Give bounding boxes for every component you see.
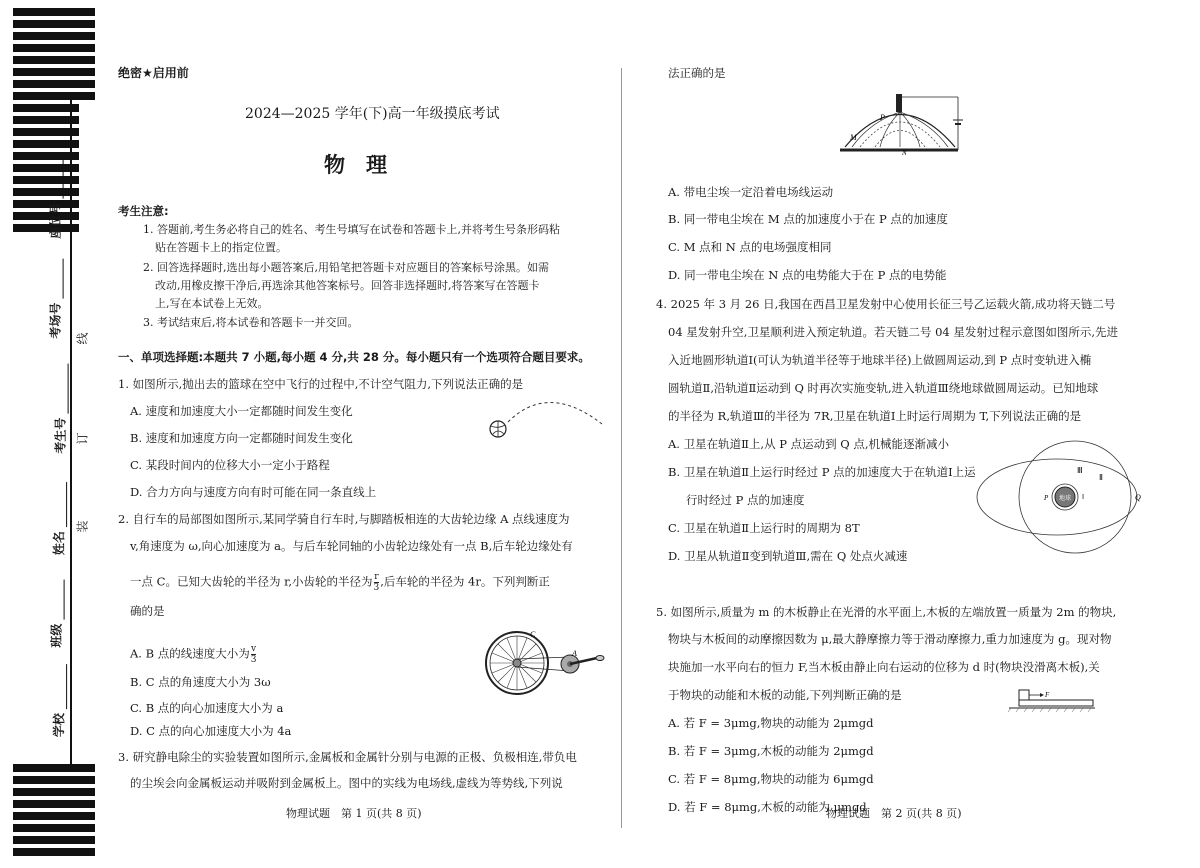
q1-option-c: C. 某段时间内的位移大小一定小于路程 [130, 458, 330, 472]
label-f: F [1045, 691, 1050, 699]
q3-option-c: C. M 点和 N 点的电场强度相同 [668, 240, 832, 254]
name-field[interactable] [50, 482, 67, 555]
secret-mark: 绝密★启用前 [118, 66, 189, 80]
q2-line4: 确的是 [130, 604, 165, 618]
notice-3: 3. 考试结束后,将本试卷和答题卡一并交回。 [143, 316, 359, 329]
exam-title: 2024—2025 学年(下)高一年级摸底考试 [245, 106, 500, 122]
earth-label: 地球 [1059, 495, 1072, 502]
room-field[interactable] [47, 258, 64, 338]
q2a-fraction-num: v [251, 644, 257, 654]
class-field[interactable] [48, 579, 65, 647]
page-footer-left: 物理试题 第 1 页(共 8 页) [286, 807, 422, 820]
notice-2a: 2. 回答选择题时,选出每小题答案后,用铅笔把答题卡对应题目的答案标号涂黑。如需 [143, 261, 549, 274]
block-board-figure [1005, 685, 1095, 715]
binding-mark-line: 线 [75, 332, 90, 345]
q2-line2: v,角速度为 ω,向心加速度为 a。与后车轮同轴的小齿轮边缘处有一点 B,后车轮边缘处有 [130, 539, 573, 553]
q2-line3-b: ,后车轮的半径为 4r。下列判断正 [380, 574, 550, 589]
notice-2c: 上,写在本试卷上无效。 [155, 297, 269, 310]
orbit-figure [1015, 440, 1145, 565]
class-label: 班级 [49, 623, 64, 648]
q4-line1: 4. 2025 年 3 月 26 日,我国在西昌卫星发射中心使用长征三号乙运载火箭,成功将天链二号 [656, 297, 1116, 311]
q2-option-a-text: A. B 点的线速度大小为 [130, 646, 250, 661]
q5-line1: 5. 如图所示,质量为 m 的木板静止在光滑的水平面上,木板的左端放置一质量为 2m 的物块, [656, 605, 1117, 619]
school-field[interactable] [50, 664, 67, 737]
label-orbit-2: Ⅱ [1099, 473, 1103, 482]
q1-option-a: A. 速度和加速度大小一定都随时间发生变化 [130, 404, 353, 418]
q2a-fraction [251, 644, 257, 665]
room-label: 考场号 [48, 302, 63, 339]
q2-option-d: D. C 点的向心加速度大小为 4a [130, 724, 292, 738]
seat-field[interactable] [47, 158, 64, 238]
q4-option-b2: 行时经过 P 点的加速度 [686, 493, 805, 507]
q4-option-a: A. 卫星在轨道Ⅱ上,从 P 点运动到 Q 点,机械能逐渐减小 [668, 437, 950, 451]
name-label: 姓名 [52, 531, 67, 556]
q1-option-b: B. 速度和加速度方向一定都随时间发生变化 [130, 431, 353, 445]
q2-option-c: C. B 点的向心加速度大小为 a [130, 701, 284, 715]
q2-line1: 2. 自行车的局部图如图所示,某同学骑自行车时,与脚踏板相连的大齿轮边缘 A 点线速度为 [118, 512, 570, 526]
q4-option-b1: B. 卫星在轨道Ⅱ上运行时经过 P 点的加速度大于在轨道Ⅰ上运 [668, 465, 976, 479]
label-p: P [880, 113, 885, 122]
q5-option-c: C. 若 F = 8μmg,物块的动能为 6μmgd [668, 772, 874, 786]
seat-label: 座位号 [48, 202, 63, 239]
label-orbit-3: Ⅲ [1077, 466, 1083, 475]
q3-line1: 3. 研究静电除尘的实验装置如图所示,金属板和金属针分别与电源的正极、负极相连,带负电 [118, 750, 577, 764]
page-divider [621, 68, 622, 828]
basketball-figure [488, 398, 608, 443]
notice-1a: 1. 答题前,考生务必将自己的姓名、考生号填写在试卷和答题卡上,并将考生号条形码粘 [143, 223, 560, 236]
q2-fraction-den: 3 [373, 583, 380, 593]
q4-option-d: D. 卫星从轨道Ⅱ变到轨道Ⅲ,需在 Q 处点火减速 [668, 549, 908, 563]
school-label: 学校 [52, 713, 67, 738]
q5-line2: 物块与木板间的动摩擦因数为 μ,最大静摩擦力等于滑动摩擦力,重力加速度为 g。现对物 [668, 632, 1112, 646]
exam-no-field[interactable] [52, 363, 69, 453]
notice-2b: 改动,用橡皮擦干净后,再选涂其他答案标号。回答非选择题时,将答案写在答题卡 [155, 279, 540, 292]
q1-stem: 1. 如图所示,抛出去的篮球在空中飞行的过程中,不计空气阻力,下列说法正确的是 [118, 377, 524, 391]
bicycle-figure [485, 628, 610, 698]
electrostatic-figure [840, 92, 975, 162]
binding-line [70, 95, 72, 767]
q2-fraction-num: r [374, 572, 379, 582]
exam-no-label: 考生号 [53, 417, 68, 454]
q5-option-b: B. 若 F = 3μmg,木板的动能为 2μmgd [668, 744, 874, 758]
q3-option-b: B. 同一带电尘埃在 M 点的加速度小于在 P 点的加速度 [668, 212, 948, 226]
q1-option-d: D. 合力方向与速度方向有时可能在同一条直线上 [130, 485, 377, 499]
notice-1b: 贴在答题卡上的指定位置。 [155, 241, 287, 254]
q4-option-c: C. 卫星在轨道Ⅱ上运行时的周期为 8T [668, 521, 860, 535]
label-n: N [902, 149, 907, 157]
label-p-point: P [1044, 494, 1049, 502]
q3-line2: 的尘埃会向金属板运动并吸附到金属板上。图中的实线为电场线,虚线为等势线,下列说 [130, 776, 563, 790]
q4-line4: 圆轨道Ⅱ,沿轨道Ⅱ运动到 Q 时再次实施变轨,进入轨道Ⅲ绕地球做圆周运动。已知地球 [668, 381, 1099, 395]
q4-line5: 的半径为 R,轨道Ⅲ的半径为 7R,卫星在轨道Ⅰ上时运行周期为 T,下列说法正确的是 [668, 409, 1082, 423]
binding-mark-zhuang: 装 [75, 520, 90, 533]
q3-option-a: A. 带电尘埃一定沿着电场线运动 [668, 185, 834, 199]
q2-option-b: B. C 点的角速度大小为 3ω [130, 675, 271, 689]
label-orbit-1: Ⅰ [1082, 493, 1085, 501]
label-q-point: Q [1135, 493, 1141, 502]
q2-line3-a: 一点 C。已知大齿轮的半径为 r,小齿轮的半径为 [130, 574, 373, 589]
q5-line4: 于物块的动能和木板的动能,下列判断正确的是 [668, 688, 902, 702]
notice-heading: 考生注意: [118, 204, 169, 218]
q4-line2: 04 星发射升空,卫星顺利进入预定轨道。若天链二号 04 星发射过程示意图如图所示,先进 [668, 325, 1119, 339]
section-heading: 一、单项选择题:本题共 7 小题,每小题 4 分,共 28 分。每小题只有一个选项符合题目要求。 [118, 350, 590, 364]
q2-option-a [130, 644, 256, 665]
q2a-fraction-den: 3 [250, 655, 257, 665]
page-footer-right: 物理试题 第 2 页(共 8 页) [826, 807, 962, 820]
q5-option-a: A. 若 F = 3μmg,物块的动能为 2μmgd [668, 716, 874, 730]
subject-title: 物 理 [324, 153, 387, 177]
q5-option-d: D. 若 F = 8μmg,木板的动能为 μmgd [668, 800, 867, 814]
label-a: A [572, 649, 577, 658]
q2-fraction [374, 572, 380, 593]
q5-line3: 块施加一水平向右的恒力 F,当木板由静止向右运动的位移为 d 时(物块没滑离木板),关 [668, 660, 1100, 674]
q3-line3: 法正确的是 [668, 66, 726, 80]
label-m: M [850, 133, 857, 142]
q2-line3 [130, 572, 550, 593]
q3-option-d: D. 同一带电尘埃在 N 点的电势能大于在 P 点的电势能 [668, 268, 947, 282]
label-c: C [530, 630, 536, 639]
binding-mark-ding: 订 [75, 432, 90, 445]
q4-line3: 入近地圆形轨道Ⅰ(可认为轨道半径等于地球半径)上做圆周运动,到 P 点时变轨进入椭 [668, 353, 1092, 367]
